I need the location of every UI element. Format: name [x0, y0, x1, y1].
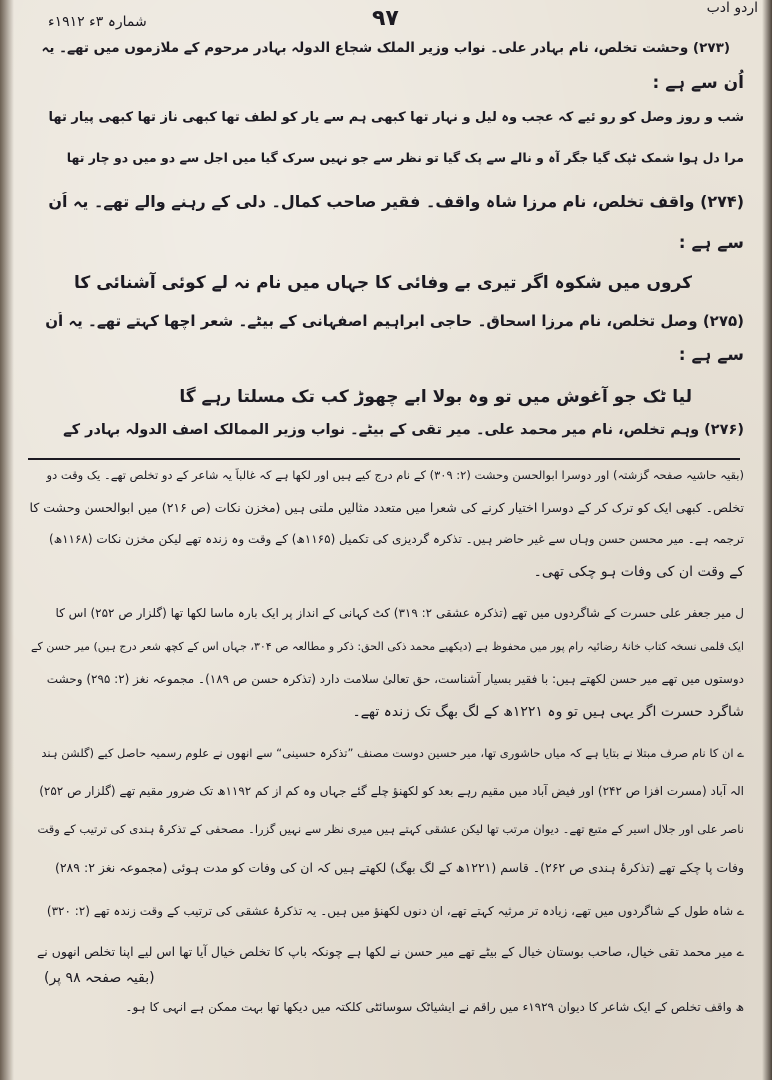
verse-274-line: کروں میں شکوہ اگر تیری بے وفائی کا جہاں میں نام نہ لے کوئی آشنائی کا: [74, 273, 692, 293]
page-edge-shadow-right: [762, 0, 772, 1080]
footnote-continued-line-1: (بقیہ حاشیہ صفحہ گزشتہ) اور دوسرا ابوالحسن وحشت (۲: ۳۰۹) کے نام درج کیے ہیں اور لکھا ہے کہ غالباً یہ شاعر کے دو تخلص تھے۔ یک وقت دو: [46, 468, 744, 482]
page-edge-shadow-left: [0, 0, 14, 1080]
footnote-2-line-1: ے ان کا نام صرف مبتلا نے بتایا ہے کہ میاں حاشوری تھا، میر حسین دوست مصنف ”تذکرہ حسینی“ سے انھوں نے علوم رسمیہ حاصل کیے (گلشن ہند: [41, 746, 744, 760]
entry-275-heading: (۲۷۵) وصل تخلص، نام مرزا اسحاق۔ حاجی ابراہیم اصفہانی کے بیٹے۔ شعر اچھا کہتے تھے۔ یہ اُن: [45, 312, 744, 330]
entry-274-heading: (۲۷۴) واقف تخلص، نام مرزا شاہ واقف۔ فقیر صاحب کمال۔ دلی کے رہنے والے تھے۔ یہ اُن: [48, 192, 744, 211]
issue-label: شمارہ ۳ء ۱۹۱۲ء: [48, 14, 147, 30]
footnote-2-line-3: ناصر علی اور جلال اسیر کے متبع تھے۔ دیوان مرتب تھا لیکن عشقی کہتے ہیں میری نظر سے نہیں گزرا۔ مصحفی کے تذکرۂ ہندی کی ترتیب کے وقت: [37, 822, 744, 836]
verse-273-line-1: شب و روز وصل کو رو ئیے کہ عجب وہ لیل و نہار تھا کبھی ہم سے یار کو لطف تھا کبھی ناز تھا کبھی پیار تھا: [48, 110, 744, 125]
footnote-5-line: ھ واقف تخلص کے ایک شاعر کا دیوان ۱۹۲۹ء میں راقم نے ایشیاٹک سوسائٹی کلکتہ میں دیکھا تھا بہت ممکن ہے انہی کا ہو۔: [125, 1000, 744, 1014]
footnote-3-line: ے شاہ طول کے شاگردوں میں تھے، زیادہ تر مرثیہ کہتے تھے، ان دنوں لکھنؤ میں ہیں۔ یہ تذکرۂ عشقی کی ترتیب کے وقت زندہ تھے (۲: ۳۲۰): [46, 904, 744, 918]
footnote-continued-line-2: تخلص۔ کبھی ایک کو ترک کر کے دوسرا اختیار کرنے کی شعرا میں متعدد مثالیں ملتی ہیں (مخزن نکات (ص ۲۱۶) میں ابوالحسن وحشت کا: [30, 500, 744, 515]
footnote-1-line-3: دوستوں میں تھے میر حسن لکھتے ہیں: با فقیر بسیار آشناست، حق تعالیٰ سلامت دارد (تذکرہ حسن ص ۱۸۹)۔ مجموعہ نغز (۲: ۲۹۵) وحشت: [46, 672, 744, 686]
footnote-1-line-4: شاگرد حسرت اگر یہی ہیں تو وہ ۱۲۲۱ھ کے لگ بھگ تک زندہ تھے۔: [352, 704, 744, 720]
entry-276-heading: (۲۷۶) وہم تخلص، نام میر محمد علی۔ میر تقی کے بیٹے۔ نواب وزیر الممالک آصف الدولہ بہادر کے: [63, 422, 744, 438]
footnote-continued-line-4: کے وقت ان کی وفات ہو چکی تھی۔: [533, 564, 744, 580]
footnote-1-line-1: ل میر جعفر علی حسرت کے شاگردوں میں تھے (تذکرہ عشقی ۲: ۳۱۹) کٹ کہانی کے انداز پر ایک بارہ ماسا لکھا تھا (گلزار ص ۲۵۲) اس کا: [55, 606, 744, 620]
continued-on-next-page: (بقیہ صفحہ ۹۸ پر): [44, 970, 155, 986]
entry-275-intro: سے ہے :: [678, 345, 744, 365]
footnote-1-line-2: ایک قلمی نسخہ کتاب خانۂ رضائیہ رام پور میں محفوظ ہے (دیکھیے محمد ذکی الحق: ذکر و مطالعہ ص ۳۰۴، جہاں اس کے کچھ شعر درج ہیں) میر حسن کے: [31, 640, 744, 653]
footnote-2-line-4: وفات پا چکے تھے (تذکرۂ ہندی ص ۲۶۲)۔ قاسم (۱۲۲۱ھ کے لگ بھگ) لکھتے ہیں کہ ان کی وفات کو مدت ہوئی (مجموعہ نغز ۲: ۲۸۹): [54, 860, 744, 875]
footnote-4-line: ے میر محمد تقی خیال، صاحب بوستان خیال کے بیٹے تھے میر حسن نے لکھا ہے چونکہ باپ کا تخلص خیال آیا تھا اس لیے اپنا تخلص انھوں نے: [36, 944, 744, 959]
entry-273-intro: اُن سے ہے :: [652, 73, 744, 93]
verse-273-line-2: مرا دل ہوا شمک ٹپک گیا جگر آہ و نالے سے پک گیا تو نظر سے جو نہیں سرک گیا میں اجل سے دو میں دو چار تھا: [66, 150, 744, 165]
running-head: اردو ادب: [706, 0, 758, 16]
footnote-2-line-2: الہ آباد (مسرت افزا ص ۲۴۲) اور فیض آباد میں مقیم رہے بعد کو لکھنؤ چلے گئے جہاں وہ کم از کم ۱۱۹۲ھ تک ضرور مقیم تھے (گلزار ص ۲۵۲): [39, 784, 744, 798]
footnote-separator: [28, 458, 740, 460]
entry-274-intro: سے ہے :: [678, 233, 744, 253]
page-number: ۹۷: [372, 6, 399, 31]
footnote-continued-line-3: ترجمہ ہے۔ میر محسن حسن وہاں سے غیر حاضر ہیں۔ تذکرہ گردیزی کی تکمیل (۱۱۶۵ھ) کے وقت وہ زندہ تھے لیکن مخزن نکات (۱۱۶۸ھ): [49, 532, 744, 546]
verse-275-line: لیا ٹک جو آغوش میں تو وہ بولا ابے چھوڑ کب تک مسلتا رہے گا: [179, 387, 692, 407]
entry-273-heading: (۲۷۳) وحشت تخلص، نام بہادر علی۔ نواب وزیر الملک شجاع الدولہ بہادر مرحوم کے ملازموں میں تھے۔ یہ: [41, 40, 730, 56]
